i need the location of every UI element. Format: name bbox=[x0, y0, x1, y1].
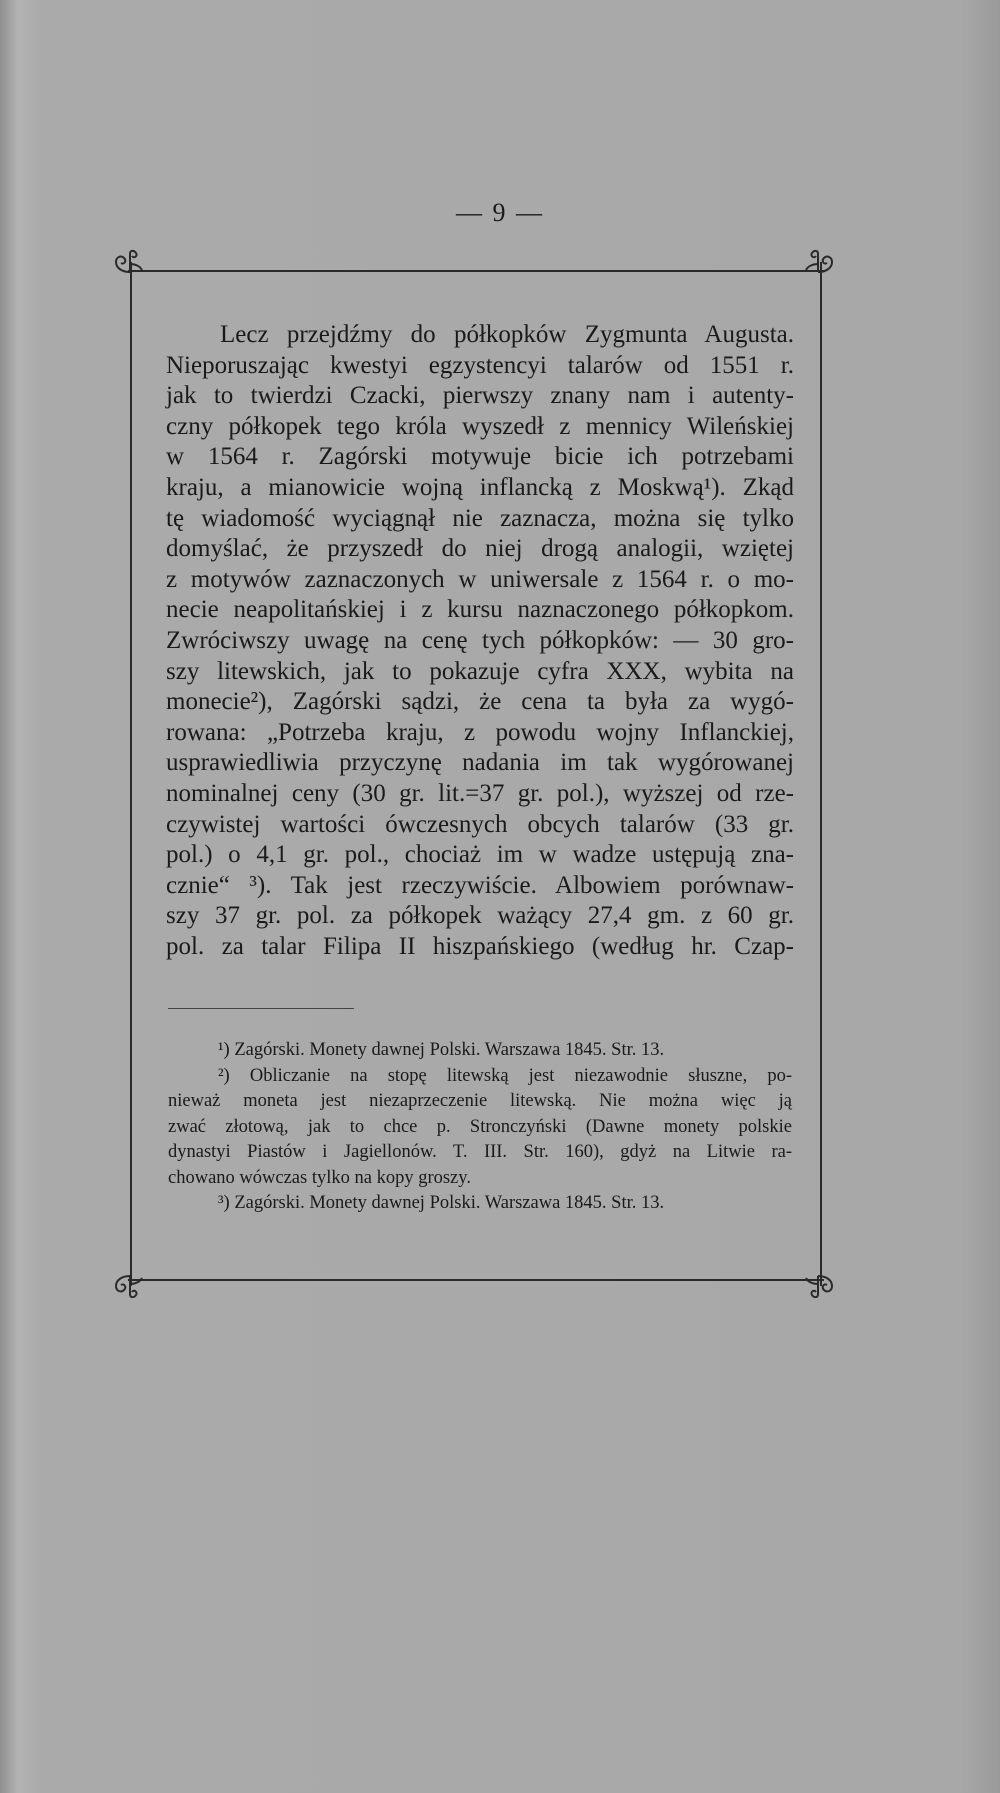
body-line: monecie²), Zagórski sądzi, że cena ta była za wygó- bbox=[166, 688, 794, 716]
footnote-1: ¹) Zagórski. Monety dawnej Polski. Warszawa 1845. Str. 13. bbox=[218, 1040, 665, 1060]
footnotes bbox=[168, 1038, 792, 1217]
footnote-2-line: zwać złotową, jak to chce p. Stronczyński (Dawne monety polskie bbox=[168, 1116, 792, 1137]
footnote-2-line: ²) Obliczanie na stopę litewską jest niezawodnie słuszne, po- bbox=[218, 1065, 792, 1086]
body-line: usprawiedliwia przyczynę nadania im tak wygórowanej bbox=[166, 749, 794, 777]
body-line: cznie“ ³). Tak jest rzeczywiście. Albowiem porównaw- bbox=[166, 871, 794, 899]
body-line: czny półkopek tego króla wyszedł z mennicy Wileńskiej bbox=[166, 412, 794, 440]
footnote-2-line: chowano wówczas tylko na kopy groszy. bbox=[168, 1167, 471, 1188]
body-line: Nieporuszając kwestyi egzystencyi talarów od 1551 r. bbox=[166, 351, 794, 379]
body-line: czywistej wartości ówczesnych obcych talarów (33 gr. bbox=[166, 810, 794, 838]
body-line: kraju, a mianowicie wojną inflancką z Moskwą¹). Zkąd bbox=[166, 473, 794, 501]
body-line: necie neapolitańskiej i z kursu naznaczonego półkopkom. bbox=[166, 596, 794, 624]
body-line: Zwróciwszy uwagę na cenę tych półkopków: — 30 gro- bbox=[166, 626, 794, 654]
body-line: jak to twierdzi Czacki, pierwszy znany nam i autenty- bbox=[166, 382, 794, 410]
page-number: — 9 — bbox=[456, 198, 544, 227]
corner-ornament-icon bbox=[102, 1262, 148, 1302]
body-line: w 1564 r. Zagórski motywuje bicie ich potrzebami bbox=[166, 443, 794, 471]
frame-right-border bbox=[820, 262, 822, 1286]
body-line: rowana: „Potrzeba kraju, z powodu wojny Inflanckiej, bbox=[166, 718, 794, 746]
body-line: szy 37 gr. pol. za półkopek ważący 27,4 gm. z 60 gr. bbox=[166, 902, 794, 930]
corner-ornament-icon bbox=[102, 246, 148, 286]
body-line: domyślać, że przyszedł do niej drogą analogii, wziętej bbox=[166, 535, 794, 563]
body-line: pol.) o 4,1 gr. pol., chociaż im w wadze ustępują zna- bbox=[166, 841, 794, 869]
corner-ornament-icon bbox=[800, 246, 846, 286]
corner-ornament-icon bbox=[800, 1262, 846, 1302]
body-text bbox=[166, 320, 794, 962]
body-line: nominalnej ceny (30 gr. lit.=37 gr. pol.), wyższej od rze- bbox=[166, 779, 794, 807]
footnote-separator bbox=[168, 1008, 354, 1009]
footnote-2-line: nieważ moneta jest niezaprzeczenie litewską. Nie można więc ją bbox=[168, 1091, 792, 1111]
frame-top-border bbox=[128, 270, 824, 272]
body-line: Lecz przejdźmy do półkopków Zygmunta Augusta. bbox=[220, 321, 794, 348]
body-line: szy litewskich, jak to pokazuje cyfra XXX, wybita na bbox=[166, 657, 794, 685]
frame-left-border bbox=[130, 262, 132, 1286]
body-line: z motywów zaznaczonych w uniwersale z 1564 r. o mo- bbox=[166, 565, 794, 593]
footnote-2-line: dynastyi Piastów i Jagiellonów. T. III. Str. 160), gdyż na Litwie ra- bbox=[168, 1142, 792, 1162]
body-line: tę wiadomość wyciągnął nie zaznacza, można się tylko bbox=[166, 504, 794, 532]
footnote-3: ³) Zagórski. Monety dawnej Polski. Warszawa 1845. Str. 13. bbox=[218, 1193, 665, 1213]
body-line: pol. za talar Filipa II hiszpańskiego (według hr. Czap- bbox=[166, 932, 794, 960]
frame-bottom-border bbox=[128, 1279, 824, 1281]
